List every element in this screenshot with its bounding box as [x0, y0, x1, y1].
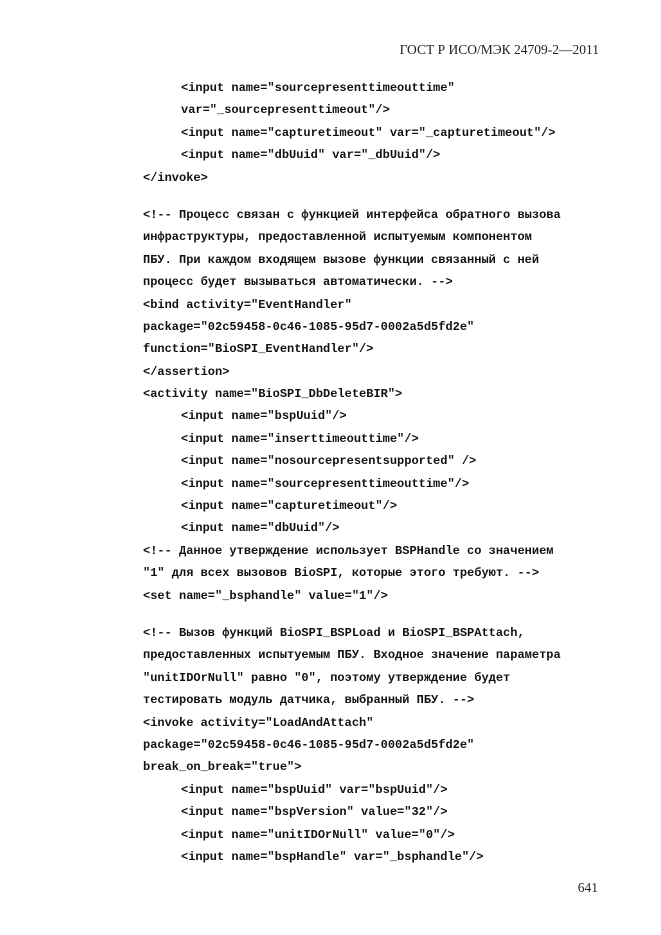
code-line: <bind activity="EventHandler": [143, 297, 352, 312]
code-line: break_on_break="true">: [143, 760, 302, 775]
code-line: <input name="bspUuid" var="bspUuid"/>: [181, 782, 448, 797]
code-line: <set name="_bsphandle" value="1"/>: [143, 588, 388, 603]
comment-line: ПБУ. При каждом входящем вызове функции связанный с ней: [143, 252, 540, 267]
comment-line: тестировать модуль датчика, выбранный ПБУ. -->: [143, 693, 475, 708]
document-header: ГОСТ Р ИСО/МЭК 24709-2—2011: [399, 42, 599, 57]
comment-line: предоставленных испытуемым ПБУ. Входное значение параметра: [143, 648, 561, 663]
code-line: </invoke>: [143, 170, 208, 185]
code-line: <input name="unitIDOrNull" value="0"/>: [181, 827, 455, 842]
code-line: <input name="inserttimeouttime"/>: [181, 431, 419, 446]
code-line: <input name="sourcepresenttimeouttime"/>: [181, 476, 470, 491]
code-line: <input name="capturetimeout"/>: [181, 499, 398, 514]
code-line: <input name="capturetimeout" var="_capturetimeout"/>: [181, 125, 556, 140]
comment-line: <!-- Вызов функций BioSPI_BSPLoad и BioSPI_BSPAttach,: [143, 625, 525, 640]
comment-line: "1" для всех вызовов BioSPI, которые этого требуют. -->: [143, 566, 540, 581]
comment-line: процесс будет вызываться автоматически. -->: [143, 275, 453, 290]
code-line: <input name="dbUuid"/>: [181, 521, 340, 536]
code-line: <activity name="BioSPI_DbDeleteBIR">: [143, 387, 403, 402]
code-line: package="02c59458-0c46-1085-95d7-0002a5d5fd2e": [143, 737, 475, 752]
code-line: package="02c59458-0c46-1085-95d7-0002a5d5fd2e": [143, 319, 475, 334]
comment-line: <!-- Процесс связан с функцией интерфейса обратного вызова: [143, 207, 561, 222]
code-line: var="_sourcepresenttimeout"/>: [181, 103, 390, 118]
comment-line: инфраструктуры, предоставленной испытуемым компонентом: [143, 230, 532, 245]
comment-line: <!-- Данное утверждение использует BSPHandle со значением: [143, 543, 554, 558]
code-line: <invoke activity="LoadAndAttach": [143, 715, 374, 730]
code-line: <input name="dbUuid" var="_dbUuid"/>: [181, 148, 441, 163]
code-line: <input name="bspUuid"/>: [181, 409, 347, 424]
code-line: <input name="bspVersion" value="32"/>: [181, 805, 448, 820]
code-line: </assertion>: [143, 364, 230, 379]
paragraph-gap: [143, 607, 613, 622]
code-line: <input name="sourcepresenttimeouttime": [181, 81, 455, 95]
page-number: 641: [577, 880, 598, 895]
code-line: function="BioSPI_EventHandler"/>: [143, 342, 374, 357]
comment-line: "unitIDOrNull" равно "0", поэтому утверждение будет: [143, 670, 511, 685]
code-line: <input name="nosourcepresentsupported" />: [181, 454, 477, 469]
code-listing: [143, 77, 613, 868]
paragraph-gap: [143, 189, 613, 204]
code-line: <input name="bspHandle" var="_bsphandle"/>: [181, 849, 484, 864]
